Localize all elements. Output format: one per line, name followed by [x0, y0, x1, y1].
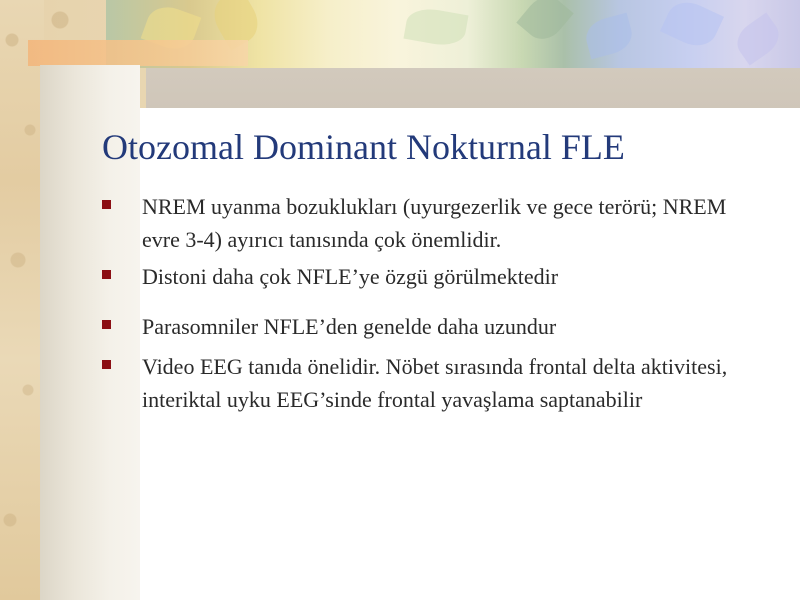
- background-texture-left: [0, 0, 44, 600]
- bullet-text: Parasomniler NFLE’den genelde daha uzundur: [142, 314, 557, 339]
- bullet-text: NREM uyanma bozuklukları (uyurgezerlik ve gece terörü; NREM evre 3-4) ayırıcı tanısında çok önemlidir.: [142, 194, 727, 252]
- slide-title: Otozomal Dominant Nokturnal FLE: [102, 127, 625, 167]
- square-bullet-icon: [102, 270, 111, 279]
- decorative-orange-strip: [28, 40, 248, 66]
- bullet-text: Distoni daha çok NFLE’ye özgü görülmektedir: [142, 264, 559, 289]
- square-bullet-icon: [102, 200, 111, 209]
- square-bullet-icon: [102, 360, 111, 369]
- bullet-text: Video EEG tanıda önelidir. Nöbet sırasında frontal delta aktivitesi, interiktal uyku EEG’sinde frontal yavaşlama saptanabilir: [142, 354, 728, 412]
- square-bullet-icon: [102, 320, 111, 329]
